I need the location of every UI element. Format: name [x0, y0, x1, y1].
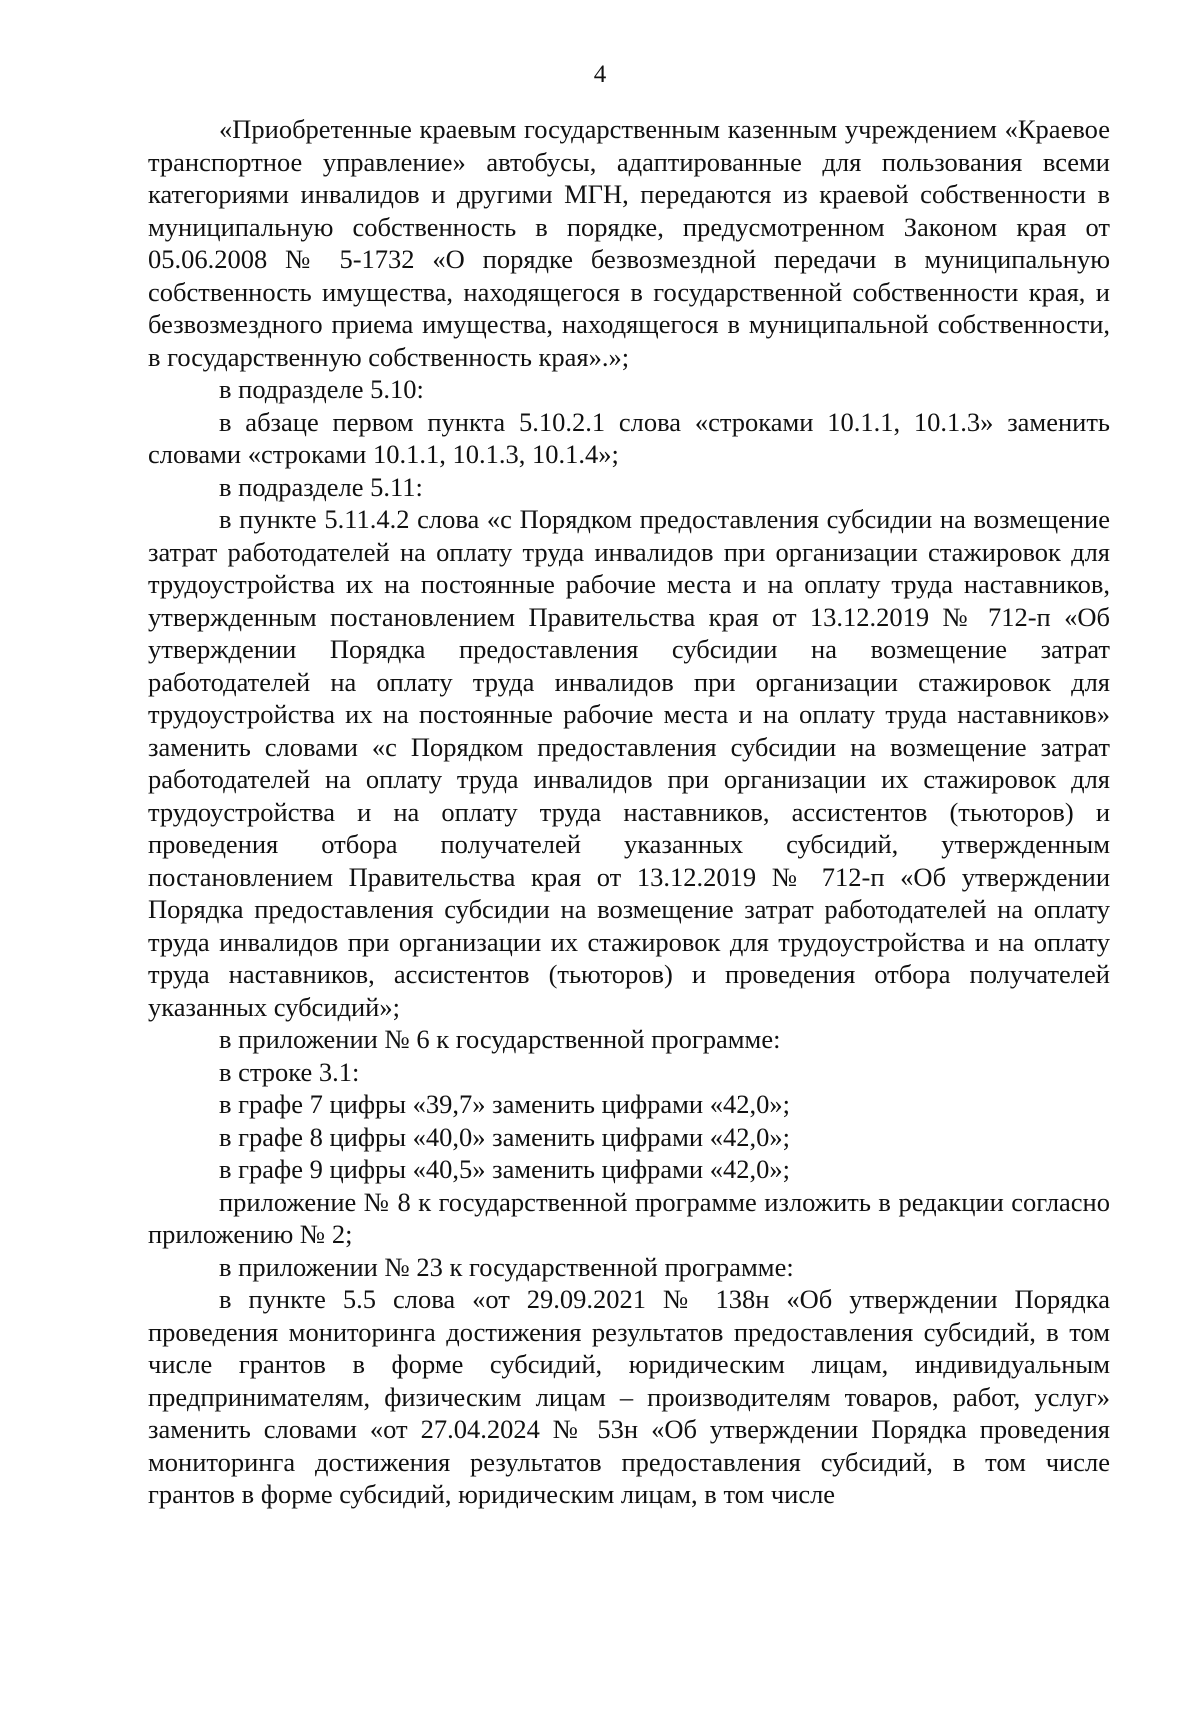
paragraph-subsection-5-11: в подразделе 5.11: — [219, 471, 423, 502]
paragraph-transfer-of-buses: «Приобретенные краевым государственным казенным учреждением «Краевое транспортное управление» автобусы, адаптированные для пользования всеми категориями инвалидов и другими МГН, передаются из краевой собственности в муниципальную собственность в порядке, предусмотренном Законом края от 05.06.2008 № 5-1732 «О порядке безвозмездной передачи в муниципальную собственность имущества, находящегося в государственной собственности края, и безвозмездного приема имущества, находящегося в муниципальной собственности, в государственную собственность края».»; — [148, 114, 1110, 372]
paragraph-clause-5-5: в пункте 5.5 слова «от 29.09.2021 № 138н «Об утверждении Порядка проведения мониторинга достижения результатов предоставления субсидий, в том числе грантов в форме субсидий, юридическим лицам, индивидуальным предпринимателям, физическим лицам – производителям товаров, работ, услуг» заменить словами «от 27.04.2024 № 53н «Об утверждении Порядка проведения мониторинга достижения результатов предоставления субсидий, в том числе грантов в форме субсидий, юридическим лицам, в том числе — [148, 1284, 1110, 1509]
paragraph-appendix-8: приложение № 8 к государственной программе изложить в редакции согласно приложению № 2; — [148, 1186, 1110, 1249]
paragraph-clause-5-11-4-2: в пункте 5.11.4.2 слова «с Порядком предоставления субсидии на возмещение затрат работодателей на оплату труда инвалидов при организации стажировок для трудоустройства их на постоянные рабочие места и на оплату труда наставников, утвержденным постановлением Правительства края от 13.12.2019 № 712-п «Об утверждении Порядка предоставления субсидии на возмещение затрат работодателей на оплату труда инвалидов при организации стажировок для трудоустройства их на постоянные рабочие места и на оплату труда наставников» заменить словами «с Порядком предоставления субсидии на возмещение затрат работодателей на оплату труда инвалидов при организации их стажировок для трудоустройства и на оплату труда наставников, ассистентов (тьюторов) и проведения отбора получателей указанных субсидий, утвержденным постановлением Правительства края от 13.12.2019 № 712-п «Об утверждении Порядка предоставления субсидии на возмещение затрат работодателей на оплату труда инвалидов при организации их стажировок для трудоустройства и на оплату труда наставников, ассистентов (тьюторов) и проведения отбора получателей указанных субсидий»; — [148, 504, 1110, 1022]
paragraph-column-7: в графе 7 цифры «39,7» заменить цифрами «42,0»; — [219, 1089, 790, 1119]
page-number: 4 — [593, 61, 607, 88]
paragraph-row-3-1: в строке 3.1: — [219, 1056, 360, 1087]
paragraph-subsection-5-10: в подразделе 5.10: — [219, 374, 424, 404]
paragraph-column-9: в графе 9 цифры «40,5» заменить цифрами «42,0»; — [219, 1154, 790, 1184]
paragraph-column-8: в графе 8 цифры «40,0» заменить цифрами «42,0»; — [219, 1121, 790, 1152]
paragraph-clause-5-10-2-1: в абзаце первом пункта 5.10.2.1 слова «строками 10.1.1, 10.1.3» заменить словами «строками 10.1.1, 10.1.3, 10.1.4»; — [148, 406, 1110, 469]
document-body — [148, 113, 1110, 1511]
paragraph-appendix-23: в приложении № 23 к государственной программе: — [219, 1251, 794, 1282]
paragraph-appendix-6: в приложении № 6 к государственной программе: — [219, 1024, 781, 1054]
